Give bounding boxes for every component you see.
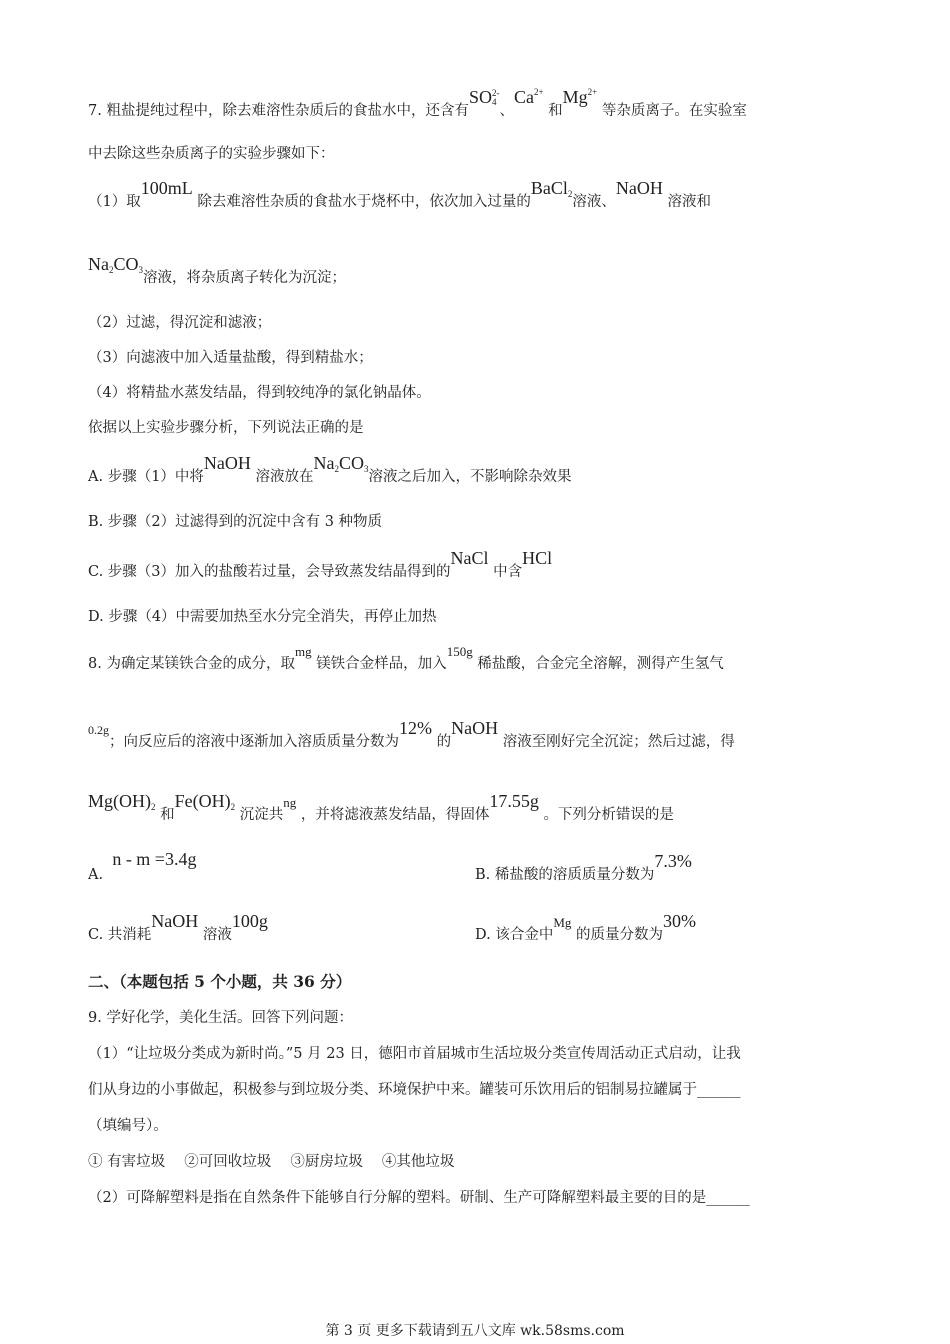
solid-mass: 17.55g (489, 791, 539, 811)
formula-mgoh2: $Mg(OH)_2$ (88, 791, 156, 812)
formula-na2co3: $Na_2CO_3$ (88, 254, 144, 275)
q8-option-a: A. n - m =3.4g (88, 849, 197, 883)
mass-m: mg (294, 644, 312, 659)
section-title: 二、（本题包括 5 个小题，共 36 分） (88, 972, 352, 991)
formula-naoh: NaOH (451, 718, 499, 738)
q8-option-c: C. 共消耗NaOH 溶液100g (88, 911, 268, 943)
ion-sulfate: SO 2- 4 (468, 87, 500, 107)
q8-line2: $^{0.2g}$；向反应后的溶液中逐渐加入溶质质量分数为12% 的NaOH 溶液至刚好完全沉淀；然后过滤，得 (88, 718, 735, 750)
q7-option-d: D. 步骤（4）中需要加热至水分完全消失，再停止加热 (88, 609, 437, 625)
q9-options: ① 有害垃圾 ②可回收垃圾 ③厨房垃圾 ④其他垃圾 (88, 1154, 455, 1170)
q7-option-a: A. 步骤（1）中将NaOH 溶液放在$Na_2CO_3$溶液之后加入，不影响除杂效果 (88, 453, 572, 485)
percent-value: 30% (663, 911, 696, 931)
ion-calcium: $Ca^{2+}$ (513, 87, 544, 107)
q9-p1-line1: （1）“让垃圾分类成为新时尚。”5 月 23 日，德阳市首届城市生活垃圾分类宣传周活动正式启动，让我 (88, 1046, 741, 1062)
q7-stem: 依据以上实验步骤分析，下列说法正确的是 (88, 420, 364, 436)
q7-step3: （3）向滤液中加入适量盐酸，得到精盐水； (88, 350, 373, 366)
formula-na2co3: $Na_2CO_3$ (313, 453, 369, 474)
q7-option-b: B. 步骤（2）过滤得到的沉淀中含有 3 种物质 (88, 514, 383, 530)
element-mg: Mg (553, 915, 572, 930)
q9-stem: 9. 学好化学，美化生活。回答下列问题： (88, 1010, 353, 1026)
q7-step1: （1）取100mL 除去难溶性杂质的食盐水于烧杯中，依次加入过量的BaCl$_2$溶液、NaOH 溶液和 (88, 178, 711, 210)
q7-option-c: C. 步骤（3）加入的盐酸若过量，会导致蒸发结晶得到的NaCl 中含HCl (88, 548, 553, 580)
q9-p1-line2: 们从身边的小事做起，积极参与到垃圾分类、环境保护中来。罐装可乐饮用后的铝制易拉罐属于______ (88, 1082, 741, 1098)
hydrogen-mass: 0.2g (88, 723, 109, 737)
q7-line1: 7. 粗盐提纯过程中，除去难溶性杂质后的食盐水中，还含有SO 2- 4 、$Ca^{2+}$ 和$Mg^{2+}$ 等杂质离子。在实验室 (88, 87, 747, 119)
q9-p1-line3: （填编号）。 (88, 1118, 168, 1134)
formula-nacl: NaCl (450, 548, 489, 568)
formula-hcl: HCl (522, 548, 553, 568)
page-footer: 第 3 页 更多下载请到五八文库 wk.58sms.com (325, 1323, 625, 1339)
ion-magnesium: $Mg^{2+}$ (562, 87, 598, 107)
q8-line3: $Mg(OH)_2$ 和$Fe(OH)_2$ 沉淀共ng ，并将滤液蒸发结晶，得固体17.55g 。下列分析错误的是 (88, 791, 674, 823)
q9-p2: （2）可降解塑料是指在自然条件下能够自行分解的塑料。研制、生产可降解塑料最主要的目的是______ (88, 1190, 750, 1206)
mass-n: ng (283, 795, 297, 810)
q7-step1-cont: $Na_2CO_3$溶液，将杂质离子转化为沉淀； (88, 254, 347, 286)
q7-line2: 中去除这些杂质离子的实验步骤如下： (88, 146, 335, 162)
volume-value: 100mL (140, 178, 193, 198)
acid-mass: 150g (446, 644, 473, 659)
formula-naoh: NaOH (151, 911, 199, 931)
mass-value: 100g (231, 911, 268, 931)
naoh-percent: 12% (399, 718, 432, 738)
q8-option-b: B. 稀盐酸的溶质质量分数为7.3% (475, 851, 692, 883)
formula-naoh: NaOH (203, 453, 251, 473)
q8-option-d: D. 该合金中Mg 的质量分数为30% (475, 911, 696, 943)
q7-step2: （2）过滤，得沉淀和滤液； (88, 315, 272, 331)
equation: n - m =3.4g (112, 849, 197, 869)
percent-value: 7.3% (654, 851, 692, 871)
formula-naoh: NaOH (615, 178, 663, 198)
q7-step4: （4）将精盐水蒸发结晶，得到较纯净的氯化钠晶体。 (88, 385, 431, 401)
formula-feoh2: $Fe(OH)_2$ (174, 791, 236, 812)
q8-line1: 8. 为确定某镁铁合金的成分，取mg 镁铁合金样品，加入150g 稀盐酸，合金完全溶解，测得产生氢气 (88, 644, 724, 672)
formula-bacl2: BaCl$_2$ (530, 178, 573, 199)
